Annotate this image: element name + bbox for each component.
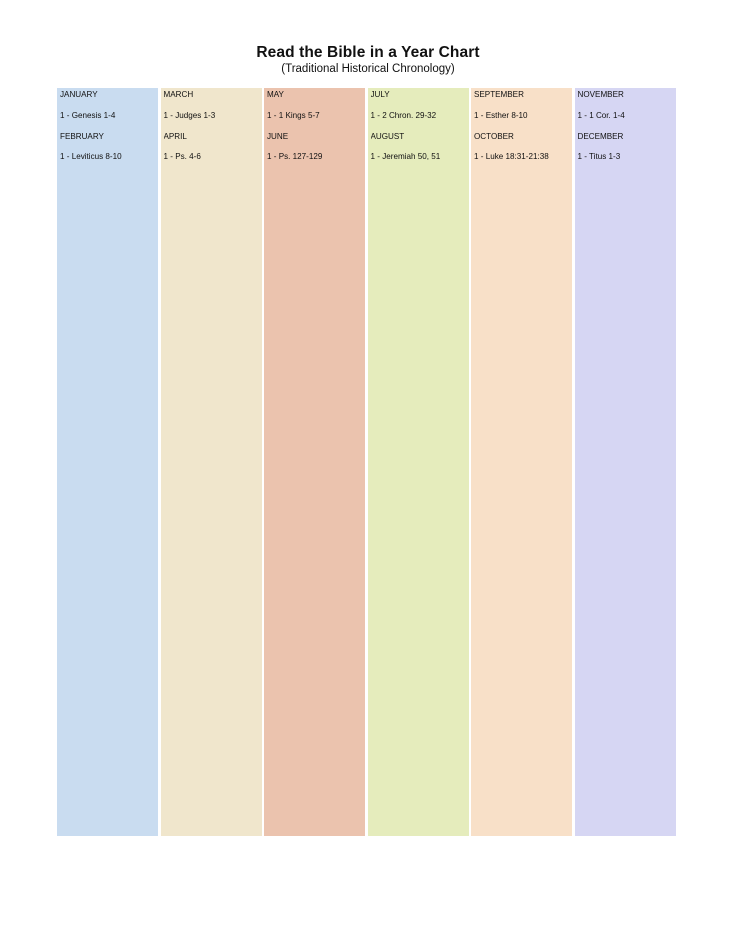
- month-header-december: DECEMBER: [577, 131, 624, 141]
- month-header-february: FEBRUARY: [60, 131, 104, 141]
- reading-entry: 1 - 1 Cor. 1-4: [577, 110, 625, 120]
- column-mar-apr: [161, 88, 262, 836]
- column-may-jun: [264, 88, 365, 836]
- page-subtitle: (Traditional Historical Chronology): [281, 63, 455, 75]
- reading-list-february: [60, 152, 158, 162]
- reading-entry: 1 - Esther 8-10: [474, 110, 528, 120]
- month-header-january: JANUARY: [60, 90, 98, 99]
- reading-entry: 1 - 1 Kings 5-7: [267, 110, 320, 120]
- page-title: Read the Bible in a Year Chart: [256, 44, 480, 61]
- reading-list-december: [578, 152, 676, 162]
- reading-list-november: [578, 111, 676, 121]
- reading-entry: 1 - Ps. 4-6: [163, 152, 201, 162]
- month-header-november: NOVEMBER: [577, 90, 624, 99]
- month-header-august: AUGUST: [370, 131, 405, 141]
- month-header-march: MARCH: [163, 90, 194, 99]
- reading-entry: 1 - 2 Chron. 29-32: [370, 110, 437, 120]
- reading-entry: 1 - Titus 1-3: [577, 152, 621, 162]
- reading-entry: 1 - Genesis 1-4: [60, 110, 116, 120]
- column-sep-oct: [471, 88, 572, 836]
- reading-list-march: [164, 111, 262, 121]
- column-jan-feb: [57, 88, 158, 836]
- month-header-september: SEPTEMBER: [474, 90, 524, 99]
- column-nov-dec: [575, 88, 676, 836]
- month-header-june: JUNE: [267, 131, 289, 141]
- month-header-april: APRIL: [163, 131, 187, 141]
- reading-entry: 1 - Judges 1-3: [163, 110, 216, 120]
- month-header-october: OCTOBER: [474, 131, 514, 141]
- reading-list-may: [267, 111, 365, 121]
- reading-list-october: [474, 152, 572, 162]
- reading-list-august: [371, 152, 469, 162]
- reading-list-april: [164, 152, 262, 162]
- month-header-july: JULY: [370, 90, 390, 99]
- reading-entry: 1 - Leviticus 8-10: [60, 152, 122, 162]
- reading-entry: 1 - Ps. 127-129: [267, 152, 323, 162]
- reading-list-july: [371, 111, 469, 121]
- month-header-may: MAY: [267, 90, 284, 99]
- reading-list-january: [60, 111, 158, 121]
- column-jul-aug: [368, 88, 469, 836]
- reading-entry: 1 - Jeremiah 50, 51: [370, 152, 441, 162]
- reading-list-june: [267, 152, 365, 162]
- reading-entry: 1 - Luke 18:31-21:38: [474, 152, 549, 162]
- reading-list-september: [474, 111, 572, 121]
